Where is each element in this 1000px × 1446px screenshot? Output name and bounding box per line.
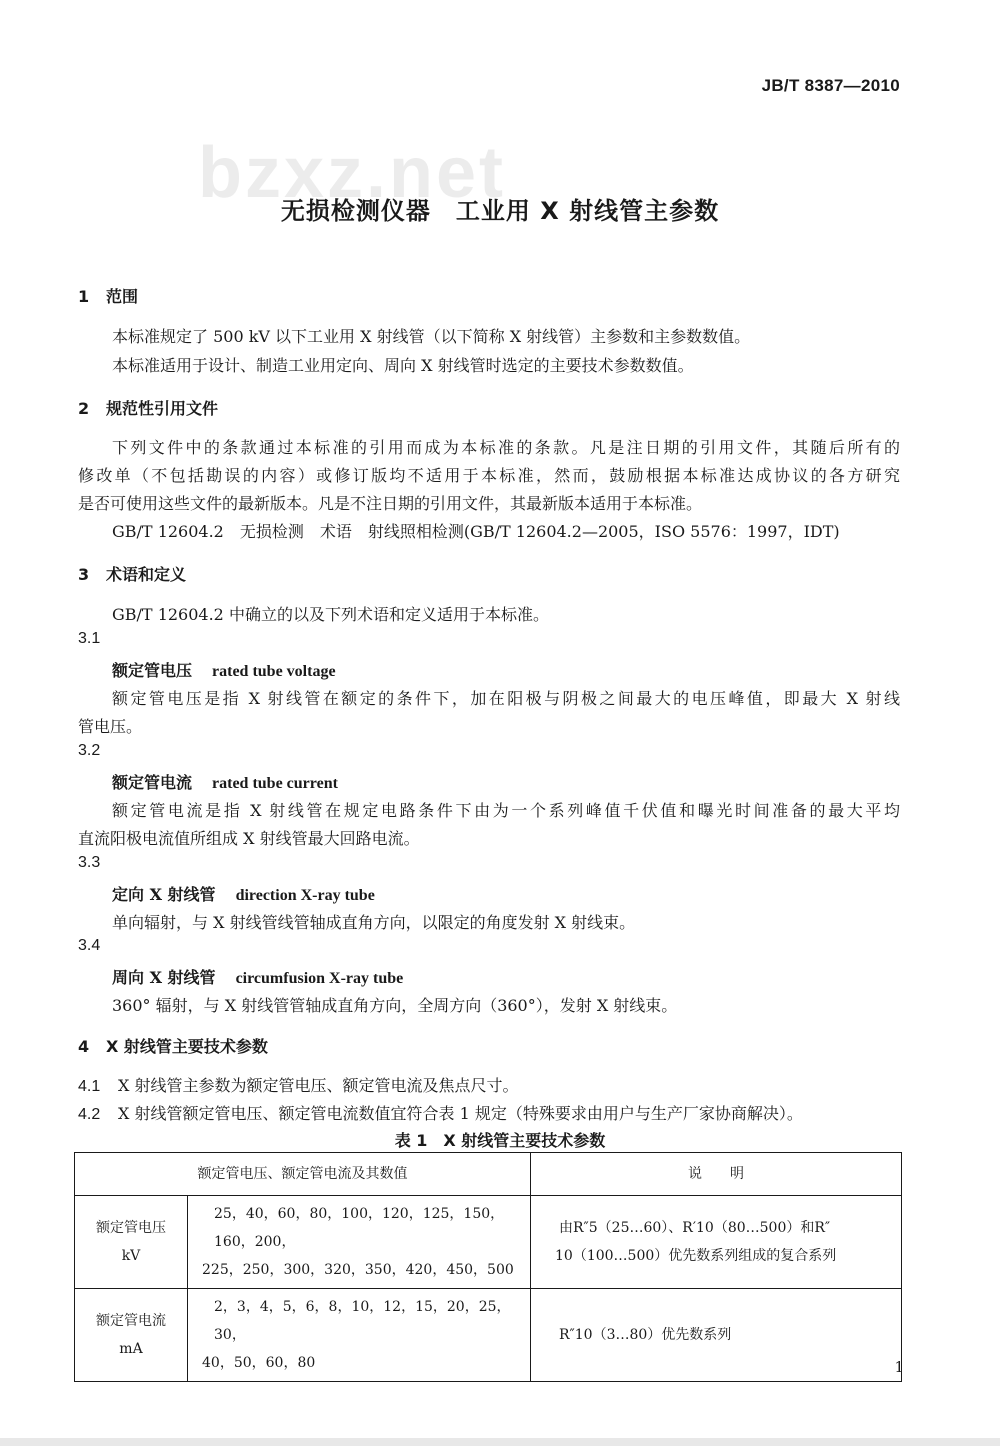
term-number: 3.4 bbox=[78, 937, 101, 954]
term-title bbox=[112, 965, 403, 988]
term-definition-line-2: 直流阳极电流值所组成 X 射线管最大回路电流。 bbox=[78, 829, 420, 848]
watermark: bzxz.net bbox=[198, 133, 507, 213]
term-zh: 定向 X 射线管 bbox=[112, 885, 216, 904]
term-zh: 额定管电压 bbox=[112, 661, 193, 680]
page-number: 1 bbox=[894, 1358, 904, 1376]
term-zh: 额定管电流 bbox=[112, 773, 193, 792]
section-heading-terms bbox=[78, 562, 186, 585]
clause-4-1 bbox=[78, 1073, 518, 1096]
clause-number: 4.2 bbox=[78, 1106, 101, 1123]
notes-line-1: R″10（3…80）优先数系列 bbox=[559, 1327, 732, 1343]
values-line-2: 225，250，300，320，350，420，450，500 bbox=[202, 1262, 514, 1278]
values-cell bbox=[188, 1289, 531, 1382]
values-cell bbox=[188, 1196, 531, 1289]
scope-paragraph-2: 本标准适用于设计、制造工业用定向、周向 X 射线管时选定的主要技术参数数值。 bbox=[112, 356, 694, 375]
values-line-1: 2，3，4，5，6，8，10，12，15，20，25，30， bbox=[214, 1299, 511, 1343]
section-number: 2 bbox=[78, 399, 90, 418]
param-cell bbox=[75, 1196, 188, 1289]
notes-line-2: 10（100…500）优先数系列组成的复合系列 bbox=[555, 1248, 837, 1264]
param-unit: kV bbox=[121, 1248, 141, 1264]
scope-paragraph-1: 本标准规定了 500 kV 以下工业用 X 射线管（以下简称 X 射线管）主参数和主参数数值。 bbox=[112, 327, 751, 346]
term-title bbox=[112, 882, 375, 905]
table-caption: 表 1 X 射线管主要技术参数 bbox=[394, 1131, 606, 1150]
term-zh: 周向 X 射线管 bbox=[112, 968, 216, 987]
section-number: 3 bbox=[78, 565, 90, 584]
parameters-table bbox=[74, 1152, 902, 1382]
standard-code: JB/T 8387—2010 bbox=[761, 76, 900, 95]
notes-line-1: 由R″5（25…60）、R′10（80…500）和R″ bbox=[559, 1220, 831, 1236]
term-en: direction X-ray tube bbox=[235, 887, 375, 904]
term-title bbox=[112, 658, 336, 681]
terms-intro: GB/T 12604.2 中确立的以及下列术语和定义适用于本标准。 bbox=[112, 605, 549, 624]
term-definition-line-1: 额定管电流是指 X 射线管在规定电路条件下由为一个系列峰值千伏值和曝光时间准备的最大平均 bbox=[112, 801, 900, 820]
clause-text: X 射线管主参数为额定管电压、额定管电流及焦点尺寸。 bbox=[118, 1076, 519, 1095]
term-definition-line-1: 额定管电压是指 X 射线管在额定的条件下，加在阳极与阴极之间最大的电压峰值，即最大 X 射线 bbox=[112, 689, 900, 708]
section-number: 1 bbox=[78, 287, 90, 306]
clause-4-2 bbox=[78, 1101, 803, 1124]
section-title: X 射线管主要技术参数 bbox=[106, 1037, 268, 1056]
term-number: 3.2 bbox=[78, 742, 101, 759]
section-title: 规范性引用文件 bbox=[106, 399, 219, 418]
term-en: rated tube current bbox=[212, 775, 338, 792]
references-paragraph-line-2: 修改单（不包括勘误的内容）或修订版均不适用于本标准，然而，鼓励根据本标准达成协议的各方研究 bbox=[78, 466, 900, 485]
term-en: rated tube voltage bbox=[212, 663, 336, 680]
document-title: 无损检测仪器 工业用 X 射线管主参数 bbox=[280, 197, 720, 225]
section-title: 范围 bbox=[106, 287, 139, 306]
param-cell bbox=[75, 1289, 188, 1382]
values-line-1: 25，40，60，80，100，120，125，150，160，200， bbox=[214, 1206, 505, 1250]
header-values-cell: 额定管电压、额定管电流及其数值 bbox=[75, 1153, 531, 1196]
term-definition-line-1: 360° 辐射，与 X 射线管管轴成直角方向，全周方向（360°），发射 X 射线束。 bbox=[112, 996, 678, 1015]
table-row bbox=[75, 1196, 902, 1289]
term-number: 3.3 bbox=[78, 854, 101, 871]
section-heading-scope bbox=[78, 284, 138, 307]
references-paragraph-line-1: 下列文件中的条款通过本标准的引用而成为本标准的条款。凡是注日期的引用文件，其随后所有的 bbox=[112, 438, 900, 457]
notes-cell bbox=[531, 1196, 902, 1289]
term-definition-line-1: 单向辐射，与 X 射线管线管轴成直角方向，以限定的角度发射 X 射线束。 bbox=[112, 913, 636, 932]
reference-entry: GB/T 12604.2 无损检测 术语 射线照相检测(GB/T 12604.2—2005，ISO 5576：1997，IDT) bbox=[112, 522, 840, 541]
term-en: circumfusion X-ray tube bbox=[235, 970, 404, 987]
section-heading-normative-references bbox=[78, 396, 218, 419]
clause-number: 4.1 bbox=[78, 1078, 101, 1095]
header-notes-cell: 说 明 bbox=[531, 1153, 902, 1196]
references-paragraph-line-3: 是否可使用这些文件的最新版本。凡是不注日期的引用文件，其最新版本适用于本标准。 bbox=[78, 494, 703, 513]
term-title bbox=[112, 770, 338, 793]
param-unit: mA bbox=[119, 1341, 143, 1357]
clause-text: X 射线管额定管电压、额定管电流数值宜符合表 1 规定（特殊要求由用户与生产厂家协商解决）。 bbox=[118, 1104, 803, 1123]
section-heading-parameters bbox=[78, 1034, 268, 1057]
term-number: 3.1 bbox=[78, 630, 101, 647]
param-name: 额定管电流 bbox=[96, 1313, 166, 1329]
section-number: 4 bbox=[78, 1037, 90, 1056]
term-definition-line-2: 管电压。 bbox=[78, 717, 143, 736]
notes-cell bbox=[531, 1289, 902, 1382]
table-header-row bbox=[75, 1153, 902, 1196]
param-name: 额定管电压 bbox=[96, 1220, 166, 1236]
page-bottom-edge bbox=[0, 1438, 1000, 1446]
values-line-2: 40，50，60，80 bbox=[202, 1355, 316, 1371]
table-row bbox=[75, 1289, 902, 1382]
section-title: 术语和定义 bbox=[106, 565, 187, 584]
